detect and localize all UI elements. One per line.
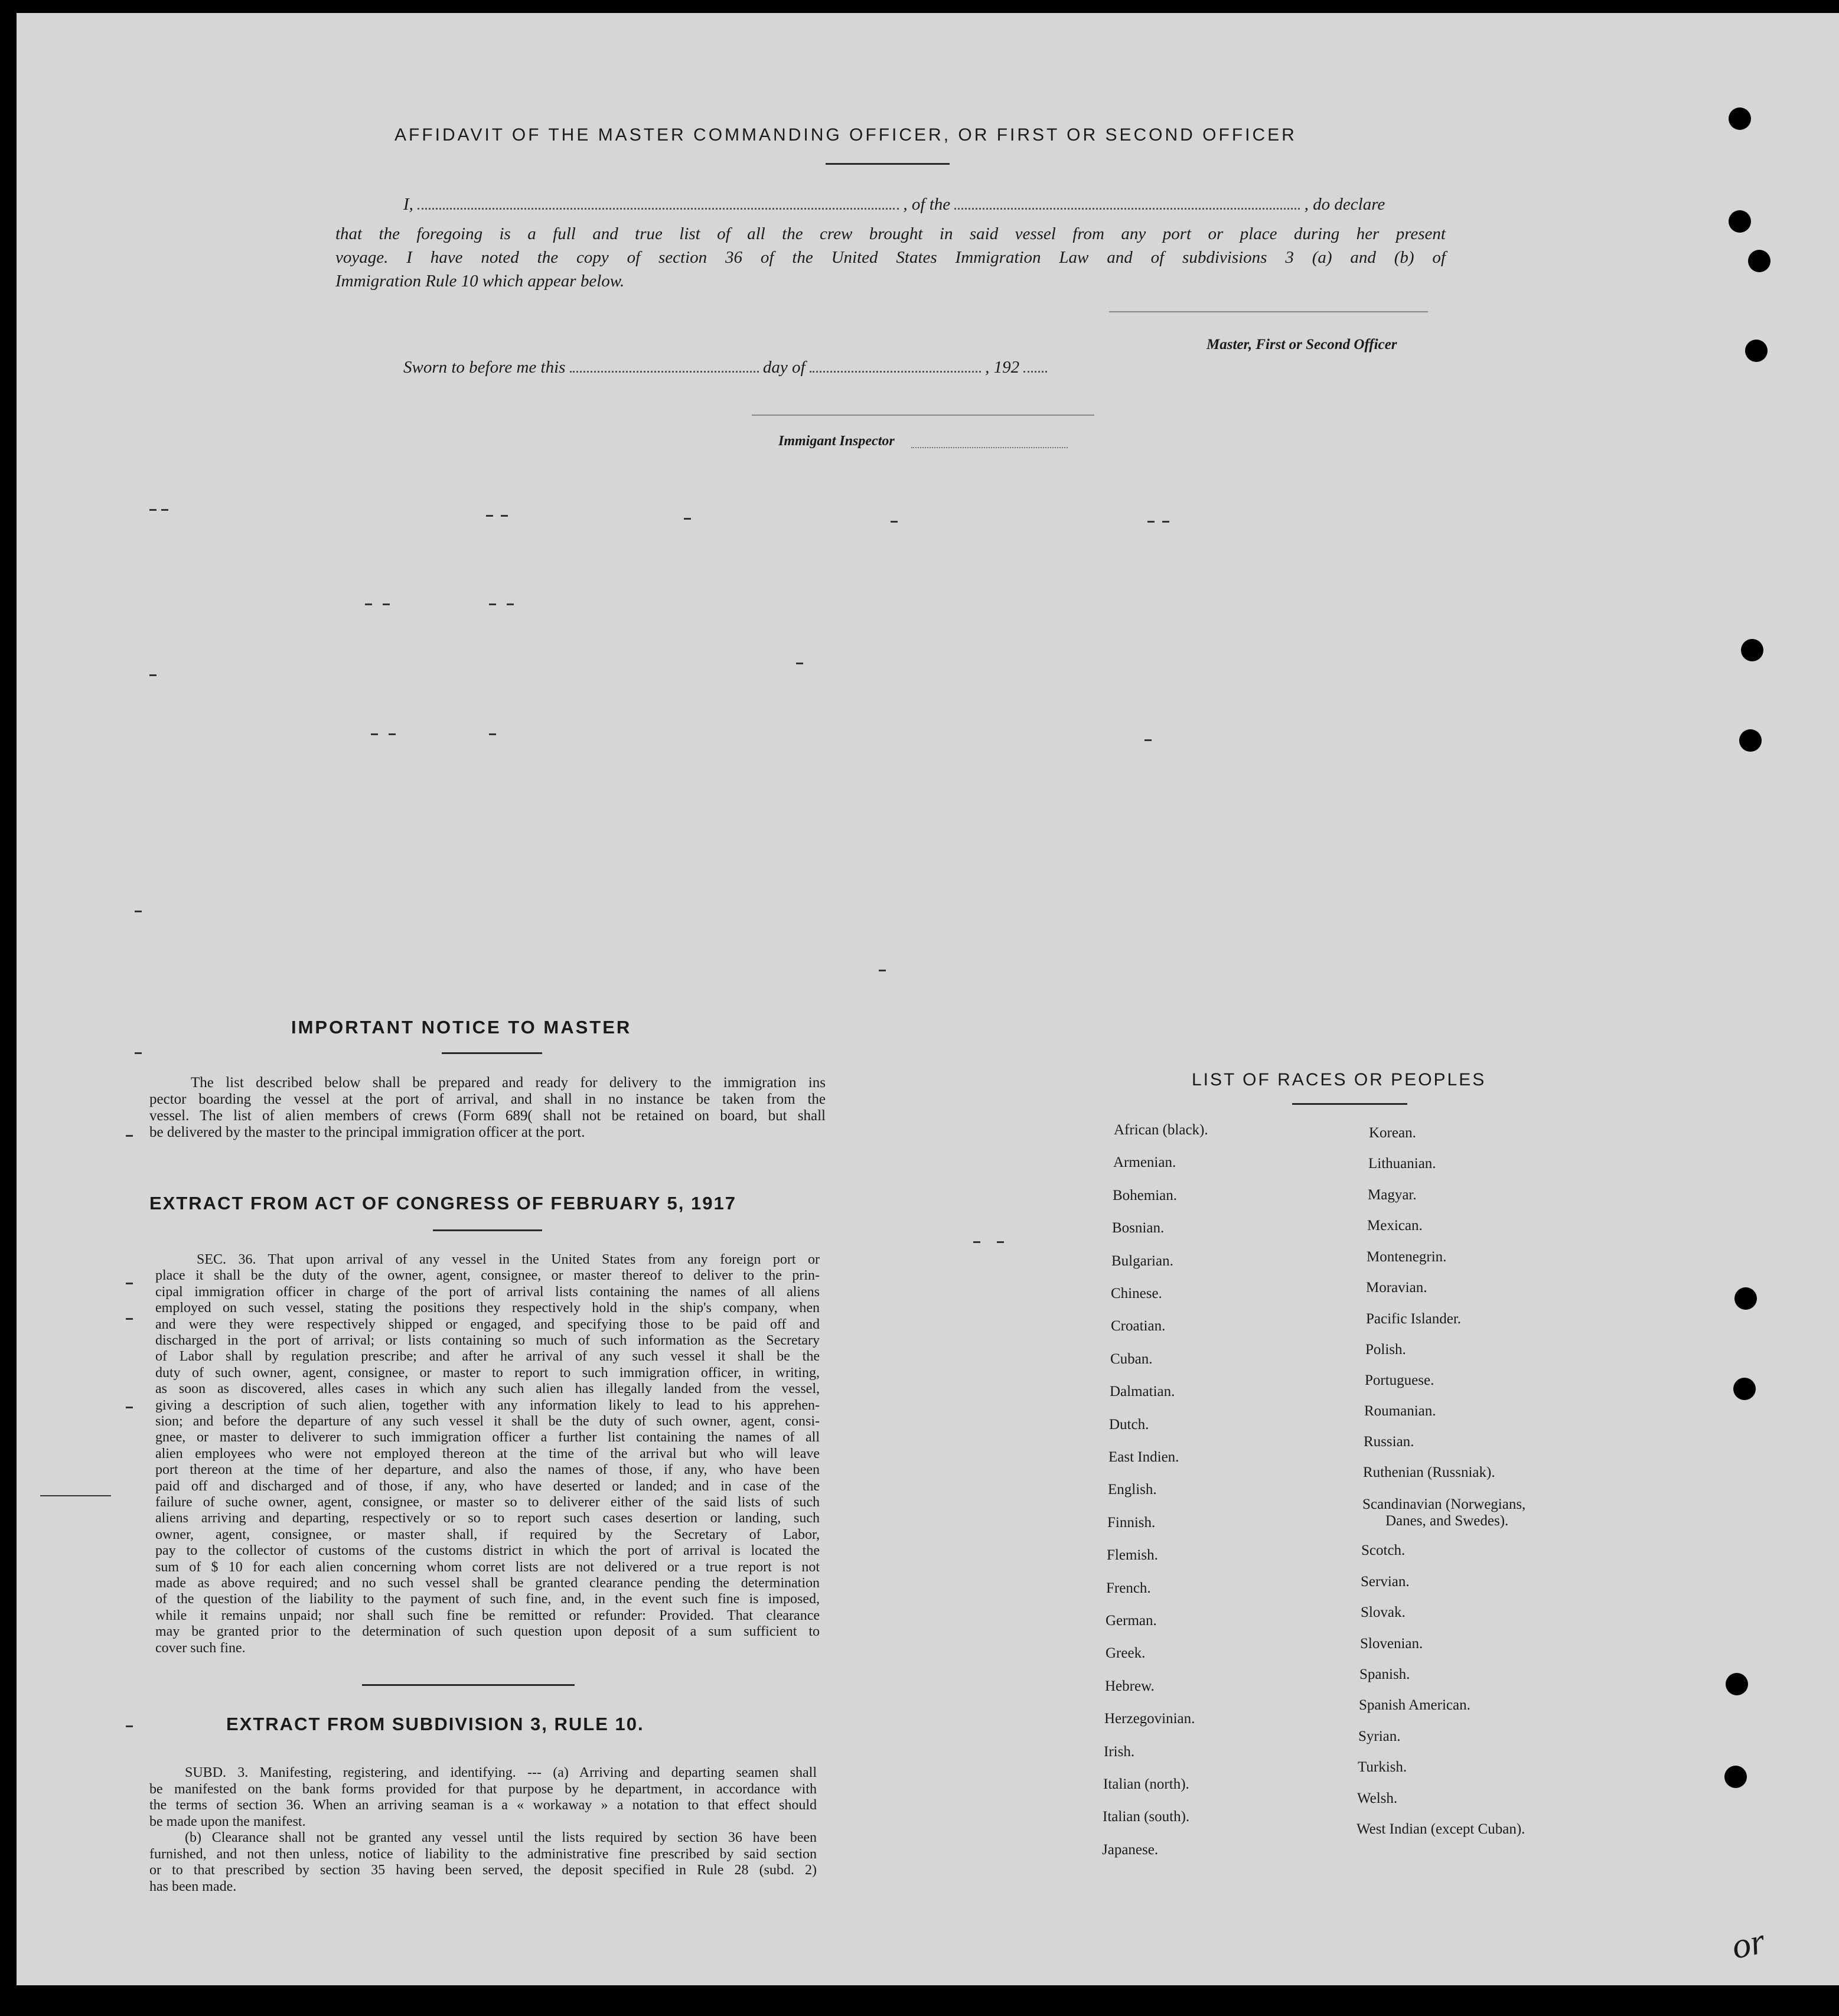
race-item: Irish. xyxy=(1104,1743,1135,1760)
punch-hole xyxy=(1733,1378,1756,1400)
race-item: Danes, and Swedes). xyxy=(1385,1513,1509,1529)
sworn-year-blank[interactable] xyxy=(1023,371,1047,373)
act-end-rule xyxy=(362,1684,575,1686)
punch-hole xyxy=(1729,210,1751,233)
race-item: Scotch. xyxy=(1361,1542,1406,1558)
race-item: Japanese. xyxy=(1102,1841,1159,1858)
affidavit-declare: , do declare xyxy=(1304,195,1385,214)
affidavit-line3: voyage. I have noted the copy of section 36 of the United States Immigration Law and of subdivisions 3 (a) and (b) of xyxy=(335,248,1446,267)
notice-line: The list described below shall be prepared and ready for delivery to the immigration ins xyxy=(191,1075,826,1091)
sworn-day-blank[interactable] xyxy=(570,371,759,373)
punch-hole xyxy=(1739,729,1762,752)
rule-line: be made upon the manifest. xyxy=(149,1813,306,1829)
master-label: Master, First or Second Officer xyxy=(1207,337,1397,353)
notice-line: be delivered by the master to the principal immigration officer at the port. xyxy=(149,1124,585,1140)
act-line: of Labor shall by regulation prescribe; and after he arrival of any such vessel it shall be the xyxy=(155,1349,820,1365)
rule-line: or to that prescribed by section 35 having been served, the deposit specified in Rule 28 (subd. 2) xyxy=(149,1862,817,1878)
race-item: Slovak. xyxy=(1361,1604,1406,1620)
act-line: paid off and discharged and of those, if any, who have deserted or landed; and in case of the xyxy=(155,1478,820,1494)
race-item: Spanish. xyxy=(1359,1666,1410,1682)
punch-hole xyxy=(1748,250,1770,272)
rule-line: furnished, and not then unless, notice of liability to the administrative fine prescribed by said section xyxy=(149,1846,817,1862)
act-line: sion; and before the departure of any such vessel it shall be the duty of such owner, agent, consi- xyxy=(155,1414,820,1429)
affidavit-line2: that the foregoing is a full and true list of all the crew brought in said vessel from any port or place during her present xyxy=(335,224,1446,243)
race-item: Ruthenian (Russniak). xyxy=(1363,1464,1495,1480)
act-title: EXTRACT FROM ACT OF CONGRESS OF FEBRUARY 5, 1917 xyxy=(149,1193,736,1213)
race-item: Croatian. xyxy=(1111,1318,1166,1335)
sworn-day-of: day of xyxy=(762,358,806,377)
race-item: Moravian. xyxy=(1366,1280,1427,1296)
race-item: Bosnian. xyxy=(1112,1220,1165,1237)
race-item: Flemish. xyxy=(1107,1547,1158,1564)
act-line: giving a description of such alien, together with any information likely to lead to his apprehen- xyxy=(155,1397,820,1413)
punch-hole xyxy=(1745,340,1768,362)
race-item: Montenegrin. xyxy=(1367,1249,1447,1265)
race-item: Turkish. xyxy=(1358,1759,1407,1775)
race-item: Italian (north). xyxy=(1103,1776,1189,1792)
race-item: Korean. xyxy=(1369,1125,1416,1141)
race-item: English. xyxy=(1108,1482,1157,1498)
race-item: Servian. xyxy=(1361,1574,1410,1590)
race-item: Dalmatian. xyxy=(1110,1384,1175,1400)
act-line: cover such fine. xyxy=(155,1640,246,1656)
vessel-blank[interactable] xyxy=(954,208,1300,210)
act-line: failure of suche owner, agent, consignee, or master so to deliverer either of the said lists of such xyxy=(155,1495,820,1510)
punch-hole xyxy=(1741,639,1763,661)
affidavit-i: I, xyxy=(403,195,413,214)
race-item: Portuguese. xyxy=(1365,1372,1434,1388)
race-item: West Indian (except Cuban). xyxy=(1357,1821,1525,1837)
race-item: Herzegovinian. xyxy=(1104,1711,1195,1727)
act-line: while it remains unpaid; nor shall such fine be remitted or refunder: Provided. That clearance xyxy=(155,1607,820,1623)
race-item: Armenian. xyxy=(1113,1154,1176,1171)
act-underline xyxy=(433,1229,542,1231)
punch-hole xyxy=(1724,1766,1747,1788)
race-item: Pacific Islander. xyxy=(1366,1311,1462,1327)
race-item: Bulgarian. xyxy=(1111,1252,1173,1269)
act-line: alien employees who were not employed thereon at the time of the arrival but who will leave xyxy=(155,1446,820,1462)
act-line: employed on such vessel, stating the positions they respectively hold in the ship's company, when xyxy=(155,1300,820,1316)
document-page xyxy=(17,13,1839,1985)
act-line: may be granted prior to the determination of such question upon deposit of a sum sufficient to xyxy=(155,1624,820,1640)
punch-hole xyxy=(1734,1287,1757,1310)
race-item: Finnish. xyxy=(1107,1514,1156,1531)
race-item: Magyar. xyxy=(1368,1187,1417,1203)
race-item: German. xyxy=(1106,1613,1157,1629)
inspector-signature-line[interactable] xyxy=(752,415,1094,416)
inspector-extra-line xyxy=(911,447,1068,448)
race-item: Cuban. xyxy=(1110,1350,1153,1367)
race-item: East Indien. xyxy=(1108,1449,1179,1465)
master-signature-line[interactable] xyxy=(1109,311,1428,312)
rule-line: (b) Clearance shall not be granted any vessel until the lists required by section 36 have been xyxy=(185,1830,817,1845)
sworn-month-blank[interactable] xyxy=(810,371,981,373)
rule-line: has been made. xyxy=(149,1878,237,1894)
race-item: Chinese. xyxy=(1111,1286,1162,1301)
sworn-line xyxy=(403,358,1047,377)
race-item: French. xyxy=(1106,1580,1151,1596)
race-item: Syrian. xyxy=(1358,1728,1401,1744)
act-line: SEC. 36. That upon arrival of any vessel in the United States from any foreign port or xyxy=(197,1252,820,1267)
notice-underline xyxy=(442,1052,542,1054)
race-item: Roumanian. xyxy=(1364,1403,1436,1419)
punch-hole xyxy=(1726,1673,1748,1695)
act-line: gnee, or master to deliverer to such immigration officer a further list containing the names of all xyxy=(155,1430,820,1446)
races-underline xyxy=(1292,1103,1407,1105)
affidavit-line1 xyxy=(403,195,1385,214)
race-item: Mexican. xyxy=(1367,1218,1423,1234)
race-item: Polish. xyxy=(1365,1342,1406,1358)
act-line: port thereon at the time of her departure, and also the names of those, if any, who have been xyxy=(155,1462,820,1478)
act-line: made as above required; and no such vessel shall be granted clearance pending the determination xyxy=(155,1575,820,1591)
act-line: pay to the collector of customs of the customs district in which the port of arrival is located the xyxy=(155,1543,820,1559)
act-line: and were they were respectively shipped or engaged, and specifying those to be paid off and xyxy=(155,1316,820,1332)
race-item: Russian. xyxy=(1364,1434,1414,1450)
punch-hole xyxy=(1729,107,1751,130)
name-blank[interactable] xyxy=(418,208,899,210)
act-line: duty of such owner, agent, consignee, or master to report to such immigration officer, in writing, xyxy=(155,1365,820,1381)
race-item: Slovenian. xyxy=(1360,1636,1423,1652)
races-title: LIST OF RACES OR PEOPLES xyxy=(1192,1070,1486,1089)
act-line: sum of $ 10 for each alien concerning whom corret lists are not delivered or a true report is not xyxy=(155,1559,820,1575)
act-line: owner, agent, consignee, or master shall, if required by the Secretary of Labor, xyxy=(155,1526,820,1542)
sworn-year: , 192 xyxy=(985,358,1020,377)
rule-line: be manifested on the bank forms provided for that purpose by he department, in accordance with xyxy=(149,1781,817,1797)
race-item: Greek. xyxy=(1106,1645,1146,1662)
notice-title: IMPORTANT NOTICE TO MASTER xyxy=(291,1017,632,1038)
race-item: Welsh. xyxy=(1357,1790,1398,1806)
sworn-prefix: Sworn to before me this xyxy=(403,358,566,377)
act-line: discharged in the port of arrival; or lists containing so much of such information as the Secretary xyxy=(155,1333,820,1348)
act-line: place it shall be the duty of the owner, agent, consignee, or master thereof to deliver to the prin- xyxy=(155,1268,820,1284)
affidavit-of: , of the xyxy=(903,195,951,214)
rule-line: the terms of section 36. When an arriving seaman is a « workaway » a notation to that effect should xyxy=(149,1798,817,1813)
race-item: Lithuanian. xyxy=(1368,1156,1436,1172)
notice-line: pector boarding the vessel at the port of arrival, and shall in no instance be taken from the xyxy=(149,1091,826,1107)
margin-note: or xyxy=(1728,1921,1769,1968)
race-item: Spanish American. xyxy=(1359,1697,1470,1713)
race-item: African (black). xyxy=(1114,1122,1208,1138)
race-item: Scandinavian (Norwegians, xyxy=(1362,1496,1526,1512)
act-line: cipal immigration officer in charge of the port of arrival lists containing the names of all aliens xyxy=(155,1284,820,1300)
act-line: aliens arriving and departing, respectively or so to report such cases desertion or landing, such xyxy=(155,1511,820,1526)
affidavit-title: AFFIDAVIT OF THE MASTER COMMANDING OFFICER, OR FIRST OR SECOND OFFICER xyxy=(394,125,1297,145)
rule-line: SUBD. 3. Manifesting, registering, and identifying. --- (a) Arriving and departing seamen shall xyxy=(185,1765,817,1780)
notice-line: vessel. The list of alien members of crews (Form 689( shall not be retained on board, but shall xyxy=(149,1108,826,1124)
race-item: Bohemian. xyxy=(1113,1187,1178,1203)
race-item: Dutch. xyxy=(1109,1416,1149,1433)
rule-title: EXTRACT FROM SUBDIVISION 3, RULE 10. xyxy=(226,1714,644,1734)
act-line: of the question of the liability to the payment of such fine, and, in the event such fine is imposed, xyxy=(155,1591,820,1607)
inspector-label: Immigant Inspector xyxy=(778,433,895,449)
act-line: as soon as discovered, alles cases in which any such alien has illegally landed from the vessel, xyxy=(155,1381,820,1397)
title-underline xyxy=(826,163,950,165)
race-item: Hebrew. xyxy=(1105,1678,1155,1694)
affidavit-line4: Immigration Rule 10 which appear below. xyxy=(335,272,625,291)
race-item: Italian (south). xyxy=(1103,1809,1190,1825)
